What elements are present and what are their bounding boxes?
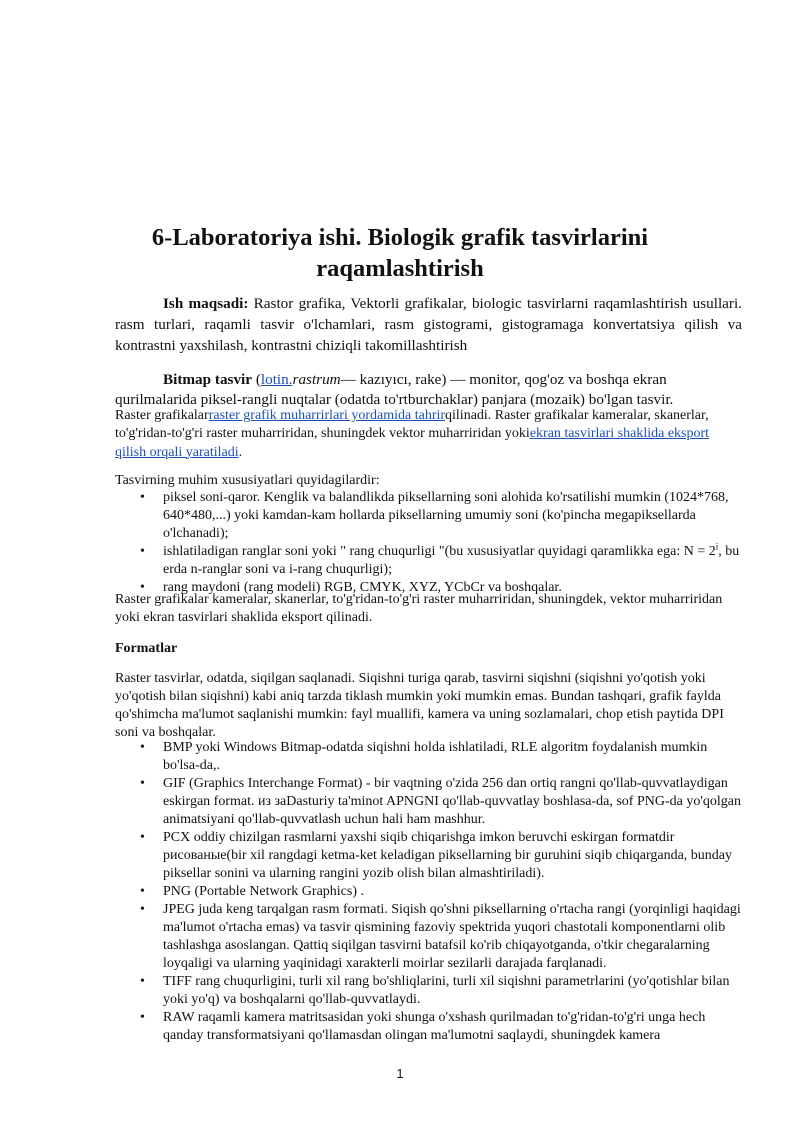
feature-text: , bu erda n-ranglar soni va i-rang chuqurligi); <box>163 544 740 577</box>
raster-editor-link[interactable]: raster grafik muharrirlari yordamida tahrir <box>208 408 446 423</box>
format-text: TIFF rang chuqurligini, turli xil rang bo'shliqlarini, turli xil siqishni parametrlarini (yo'qotishlar bilan yoki yo'q) va boshqalarni qo'llab-quvvatlaydi. <box>163 974 730 1007</box>
superscript: i <box>715 541 719 552</box>
purpose-label: Ish maqsadi: <box>163 295 249 312</box>
list-item <box>115 901 745 973</box>
features-list <box>115 489 745 597</box>
formats-heading: Formatlar <box>115 641 178 656</box>
raster-intro-paragraph <box>115 407 742 462</box>
raster-intro-text-1: Raster grafikalar <box>115 408 209 423</box>
bullet-icon: • <box>140 902 145 917</box>
bullet-icon: • <box>140 580 145 595</box>
bullet-icon: • <box>140 490 145 505</box>
bullet-icon: • <box>140 974 145 989</box>
feature-text: piksel soni-qaror. Kenglik va balandlikda piksellarning soni alohida ko'rsatilishi mumkin (1024*768, 640*480,...) yoki kamdan-kam hollarda piksellarning umumiy soni (ko'pincha megapiksellarda o'lchanadi); <box>163 490 729 541</box>
list-item <box>115 1009 745 1045</box>
format-text: GIF (Graphics Interchange Format) - bir vaqtning o'zida 256 dan ortiq rangni qo'llab-quvvatlaydigan eskirgan format. из заDasturiy ta'minot APNGNI qo'llab-quvvatlay boshlasa-da, sof PNG-da yo'qolgan animatsiyani qo'llab-quvvatlash uchun hali ham mashhur. <box>163 776 741 827</box>
list-item <box>115 489 745 543</box>
bitmap-definition-text: — kazıyıcı, rake) — monitor, qog'oz va boshqa ekran qurilmalarida piksel-rangli nuqtalar (odatda to'rtburchaklar) panjara (mozaik) bo'lgan tasvir. <box>115 371 674 408</box>
bullet-icon: • <box>140 776 145 791</box>
list-item <box>115 775 745 829</box>
raster-intro-text-2: qilinadi. Raster grafikalar kameralar, skanerlar, to'g'ridan-to'g'ri raster muharriridan, shuningdek vektor muharriridan yoki <box>115 408 709 442</box>
bitmap-term: Bitmap tasvir <box>163 371 253 388</box>
format-text: RAW raqamli kamera matritsasidan yoki shunga o'xshash qurilmadan to'g'ridan-to'g'ri unga hech qanday transformatsiyani qo'llamasdan olingan ma'lumotni saqlaydi, shuningdek kamera <box>163 1010 706 1043</box>
page-number: 1 <box>396 1066 404 1081</box>
screenshot-export-link[interactable]: ekran tasvirlari shaklida eksport qilish orqali yaratiladi <box>115 426 710 460</box>
title-line-1: 6-Laboratoriya ishi. Biologik grafik tasvirlarini <box>151 224 649 251</box>
formats-list <box>115 739 745 1045</box>
purpose-text: Rastor grafika, Vektorli grafikalar, biologic tasvirlarni raqamlashtirish usullari. rasm turlari, raqamli tasvir o'lchamlari, rasm gistogrami, gistogramaga konvertatsiya qilish va kontrastni yaxshilash, kontrastni chiziqli takomillashtirish <box>115 295 743 354</box>
lotin-link[interactable]: lotin. <box>260 371 293 388</box>
feature-text: ishlatiladigan ranglar soni yoki " rang chuqurligi "(bu xususiyatlar quyidagi qaramlikka ega: N = 2 <box>163 544 716 559</box>
formats-intro: Raster tasvirlar, odatda, siqilgan saqlanadi. Siqishni turiga qarab, tasvirni siqishni (siqishni yo'qotish yoki yo'qotish bilan siqishni) kabi aniq tarzda tiklash mumkin yoki mumkin emas. Bundan tashqari, grafik faylda qo'shimcha ma'lumot saqlanishi mumkin: fayl muallifi, kamera va uning sozlamalari, chop etish paytida DPI soni va boshqalar. <box>115 671 724 740</box>
list-item <box>115 543 745 579</box>
bullet-icon: • <box>140 884 145 899</box>
latin-word: rastrum <box>292 371 341 388</box>
list-item <box>115 973 745 1009</box>
bullet-icon: • <box>140 740 145 755</box>
raster-intro-text-3: . <box>238 444 243 460</box>
bitmap-paren: ( <box>252 371 261 388</box>
purpose-paragraph <box>115 293 742 356</box>
bullet-icon: • <box>140 1010 145 1025</box>
feature-text: rang maydoni (rang modeli) RGB, CMYK, XYZ, YCbCr va boshqalar. <box>163 580 562 595</box>
format-text: BMP yoki Windows Bitmap-odatda siqishni holda ishlatiladi, RLE algoritm foydalanish mumkin bo'lsa-da,. <box>163 740 708 773</box>
list-item <box>115 739 745 775</box>
format-text: PCX oddiy chizilgan rasmlarni yaxshi siqib chiqarishga imkon beruvchi eskirgan formatdir рисованые(bir xil rangdagi ketma-ket keladigan piksellarning bir guruhini siqib chiqarganda, bunday piksellar sonini va ularning rangini yozib olish bilan almashtiriladi). <box>163 830 733 881</box>
bitmap-definition <box>115 370 742 410</box>
format-text: PNG (Portable Network Graphics) . <box>163 884 365 899</box>
page-title <box>130 222 670 284</box>
list-item <box>115 883 745 901</box>
title-line-2: raqamlashtirish <box>316 255 484 282</box>
raster-note: Raster grafikalar kameralar, skanerlar, to'g'ridan-to'g'ri raster muharriridan, shuningdek, vektor muharriridan yoki ekran tasvirlari shaklida eksport qilinadi. <box>115 592 723 625</box>
list-item <box>115 829 745 883</box>
bullet-icon: • <box>140 830 145 845</box>
features-intro: Tasvirning muhim xususiyatlari quyidagilardir: <box>115 473 380 488</box>
bullet-icon: • <box>140 544 145 559</box>
format-text: JPEG juda keng tarqalgan rasm formati. Siqish qo'shni piksellarning o'rtacha rangi (yorqinligi haqidagi ma'lumot o'rtacha emas) va tasvir qismining fazoviy spektrida yuqori chastotali komponentlarni olib tashlashga asoslangan. Qattiq siqilgan tasvirni batafsil ko'rib chiqayotganda, o'tkir chegaralarning loyqaligi va ularning yaqinidagi xarakterli moirlar sezilarli darajada farqlanadi. <box>163 902 741 971</box>
